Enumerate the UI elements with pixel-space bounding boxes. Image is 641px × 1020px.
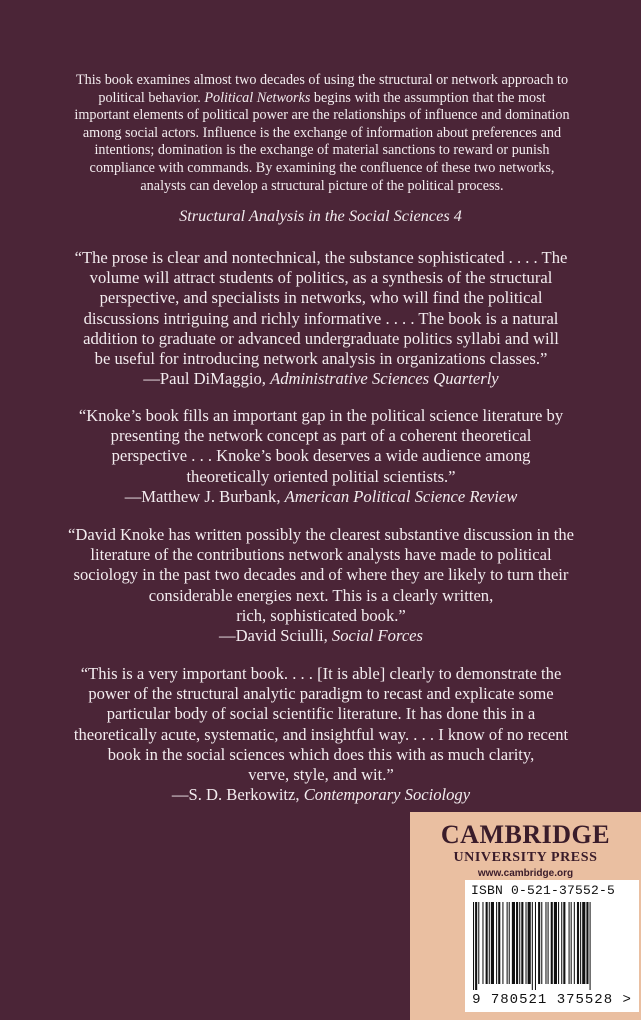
description-line (40, 90, 604, 108)
quote-line: presenting the network concept as part of a coherent theoretical (110, 426, 532, 446)
quote-line: considerable energies next. This is a clearly written, (148, 585, 494, 605)
quote-line: addition to graduate or advanced undergraduate politics syllabi and will (83, 328, 559, 348)
isbn-label: ISBN 0-521-37552-5 (471, 883, 616, 898)
quote-source: Contemporary Sociology (303, 785, 471, 805)
series-title: Structural Analysis in the Social Sciences 4 (179, 206, 462, 225)
quote-line: power of the structural analytic paradigm to recast and explicate some (88, 684, 554, 704)
barcode-bar (507, 902, 508, 984)
barcode-bar (554, 902, 557, 984)
description-line: intentions; domination is the exchange of material sanctions to reward or punish (94, 142, 550, 159)
barcode-bar (532, 902, 533, 990)
barcode-bar (582, 902, 585, 984)
barcode-bar (535, 902, 536, 990)
barcode-bar (590, 902, 591, 990)
description-line: analysts can develop a structural picture of the political process. (140, 177, 504, 194)
quote-line: literature of the contributions network analysts have made to political (90, 545, 552, 565)
barcode-bar (574, 902, 575, 984)
quote-line: volume will attract students of politics, as a synthesis of the structural (89, 268, 553, 288)
quote-line: “The prose is clear and nontechnical, the substance sophisticated . . . . The (74, 248, 568, 267)
description-line: among social actors. Influence is the exchange of information about preferences and (82, 124, 562, 141)
quote-source: Social Forces (331, 626, 424, 646)
barcode-bar (571, 902, 572, 984)
review-quote (30, 525, 612, 646)
quote-line: rich, sophisticated book.” (236, 605, 406, 625)
quote-attribution (30, 369, 612, 389)
barcode-bar (496, 902, 497, 984)
barcode-bar (498, 902, 500, 984)
barcode-bar (551, 902, 553, 984)
quote-line: sociology in the past two decades and of where they are likely to turn their (73, 565, 569, 585)
quote-source: American Political Science Review (284, 486, 518, 506)
barcode-bar (580, 902, 581, 984)
quote-attribution (30, 487, 612, 507)
barcode-bar (473, 902, 474, 990)
description-line: This book examines almost two decades of using the structural or network approach to (75, 72, 569, 88)
description-line: important elements of political power are the relationships of influence and domination (74, 107, 570, 124)
publisher-name: CAMBRIDGE (440, 820, 611, 849)
barcode-bar (509, 902, 510, 984)
barcode-bar (558, 902, 559, 984)
book-description (40, 72, 604, 195)
barcode-bar (516, 902, 518, 984)
quote-line: perspective, and specialists in networks, who will find the political (99, 288, 543, 308)
barcode-panel (465, 880, 639, 1012)
quote-line: “David Knoke has written possibly the clearest substantive discussion in the (67, 525, 574, 544)
barcode-bar (478, 902, 479, 984)
barcode-bar (541, 902, 542, 984)
review-quote (30, 406, 612, 507)
barcode-bar (486, 902, 488, 984)
quote-attribution (30, 785, 612, 805)
barcode-bar (561, 902, 562, 984)
barcode-bar (526, 902, 527, 984)
review-quote (30, 664, 612, 805)
quote-line: discussions intriguing and richly informative . . . . The book is a natural (83, 308, 559, 328)
publisher-press: UNIVERSITY PRESS (453, 850, 598, 865)
quote-line: “Knoke’s book fills an important gap in the political science literature by (78, 406, 564, 425)
barcode-bar (475, 902, 477, 990)
quote-line: be useful for introducing network analysis in organizations classes.” (94, 349, 548, 369)
barcode-bar (548, 902, 549, 984)
barcode-bar (563, 902, 565, 984)
barcode-bar (491, 902, 494, 984)
barcode-bar (482, 902, 483, 984)
quote-author: —David Sciulli, (218, 626, 328, 646)
description-line-text: political behavior. Political Networks begins with the assumption that the most (98, 89, 546, 106)
barcode-bar (538, 902, 540, 984)
quote-line: verve, style, and wit.” (248, 765, 394, 785)
quote-line: theoretically acute, systematic, and insightful way. . . . I know of no recent (73, 724, 569, 744)
barcode-bar (489, 902, 490, 984)
quote-source: Administrative Sciences Quarterly (270, 369, 499, 389)
quote-author: —Paul DiMaggio, (143, 369, 266, 389)
barcode-bar (586, 902, 588, 984)
barcode-bar (577, 902, 579, 984)
quote-line: particular body of social scientific literature. It has done this in a (106, 704, 536, 724)
barcode-bar (545, 902, 546, 984)
review-quote (30, 248, 612, 389)
barcode-bar (569, 902, 570, 984)
barcode-bar (512, 902, 515, 984)
quote-author: —Matthew J. Burbank, (124, 486, 281, 506)
barcode-bar (521, 902, 523, 984)
quote-author: —S. D. Berkowitz, (171, 785, 300, 805)
barcode-bar (502, 902, 503, 984)
barcode-bar (519, 902, 520, 984)
quote-line: “This is a very important book. . . . [It is able] clearly to demonstrate the (80, 664, 562, 683)
barcode-bar (528, 902, 531, 984)
quote-line: book in the social sciences which does this with as much clarity, (107, 744, 535, 764)
description-line: compliance with commands. By examining the confluence of these two networks, (89, 159, 555, 176)
barcode-number: 9 780521 375528 > (472, 992, 632, 1008)
publisher-url: www.cambridge.org (477, 868, 574, 879)
quote-line: theoretically oriented politial scientists.” (186, 466, 456, 486)
barcode-icon (469, 902, 635, 990)
quote-attribution (30, 626, 612, 646)
quote-line: perspective . . . Knoke’s book deserves a wide audience among (111, 446, 531, 466)
